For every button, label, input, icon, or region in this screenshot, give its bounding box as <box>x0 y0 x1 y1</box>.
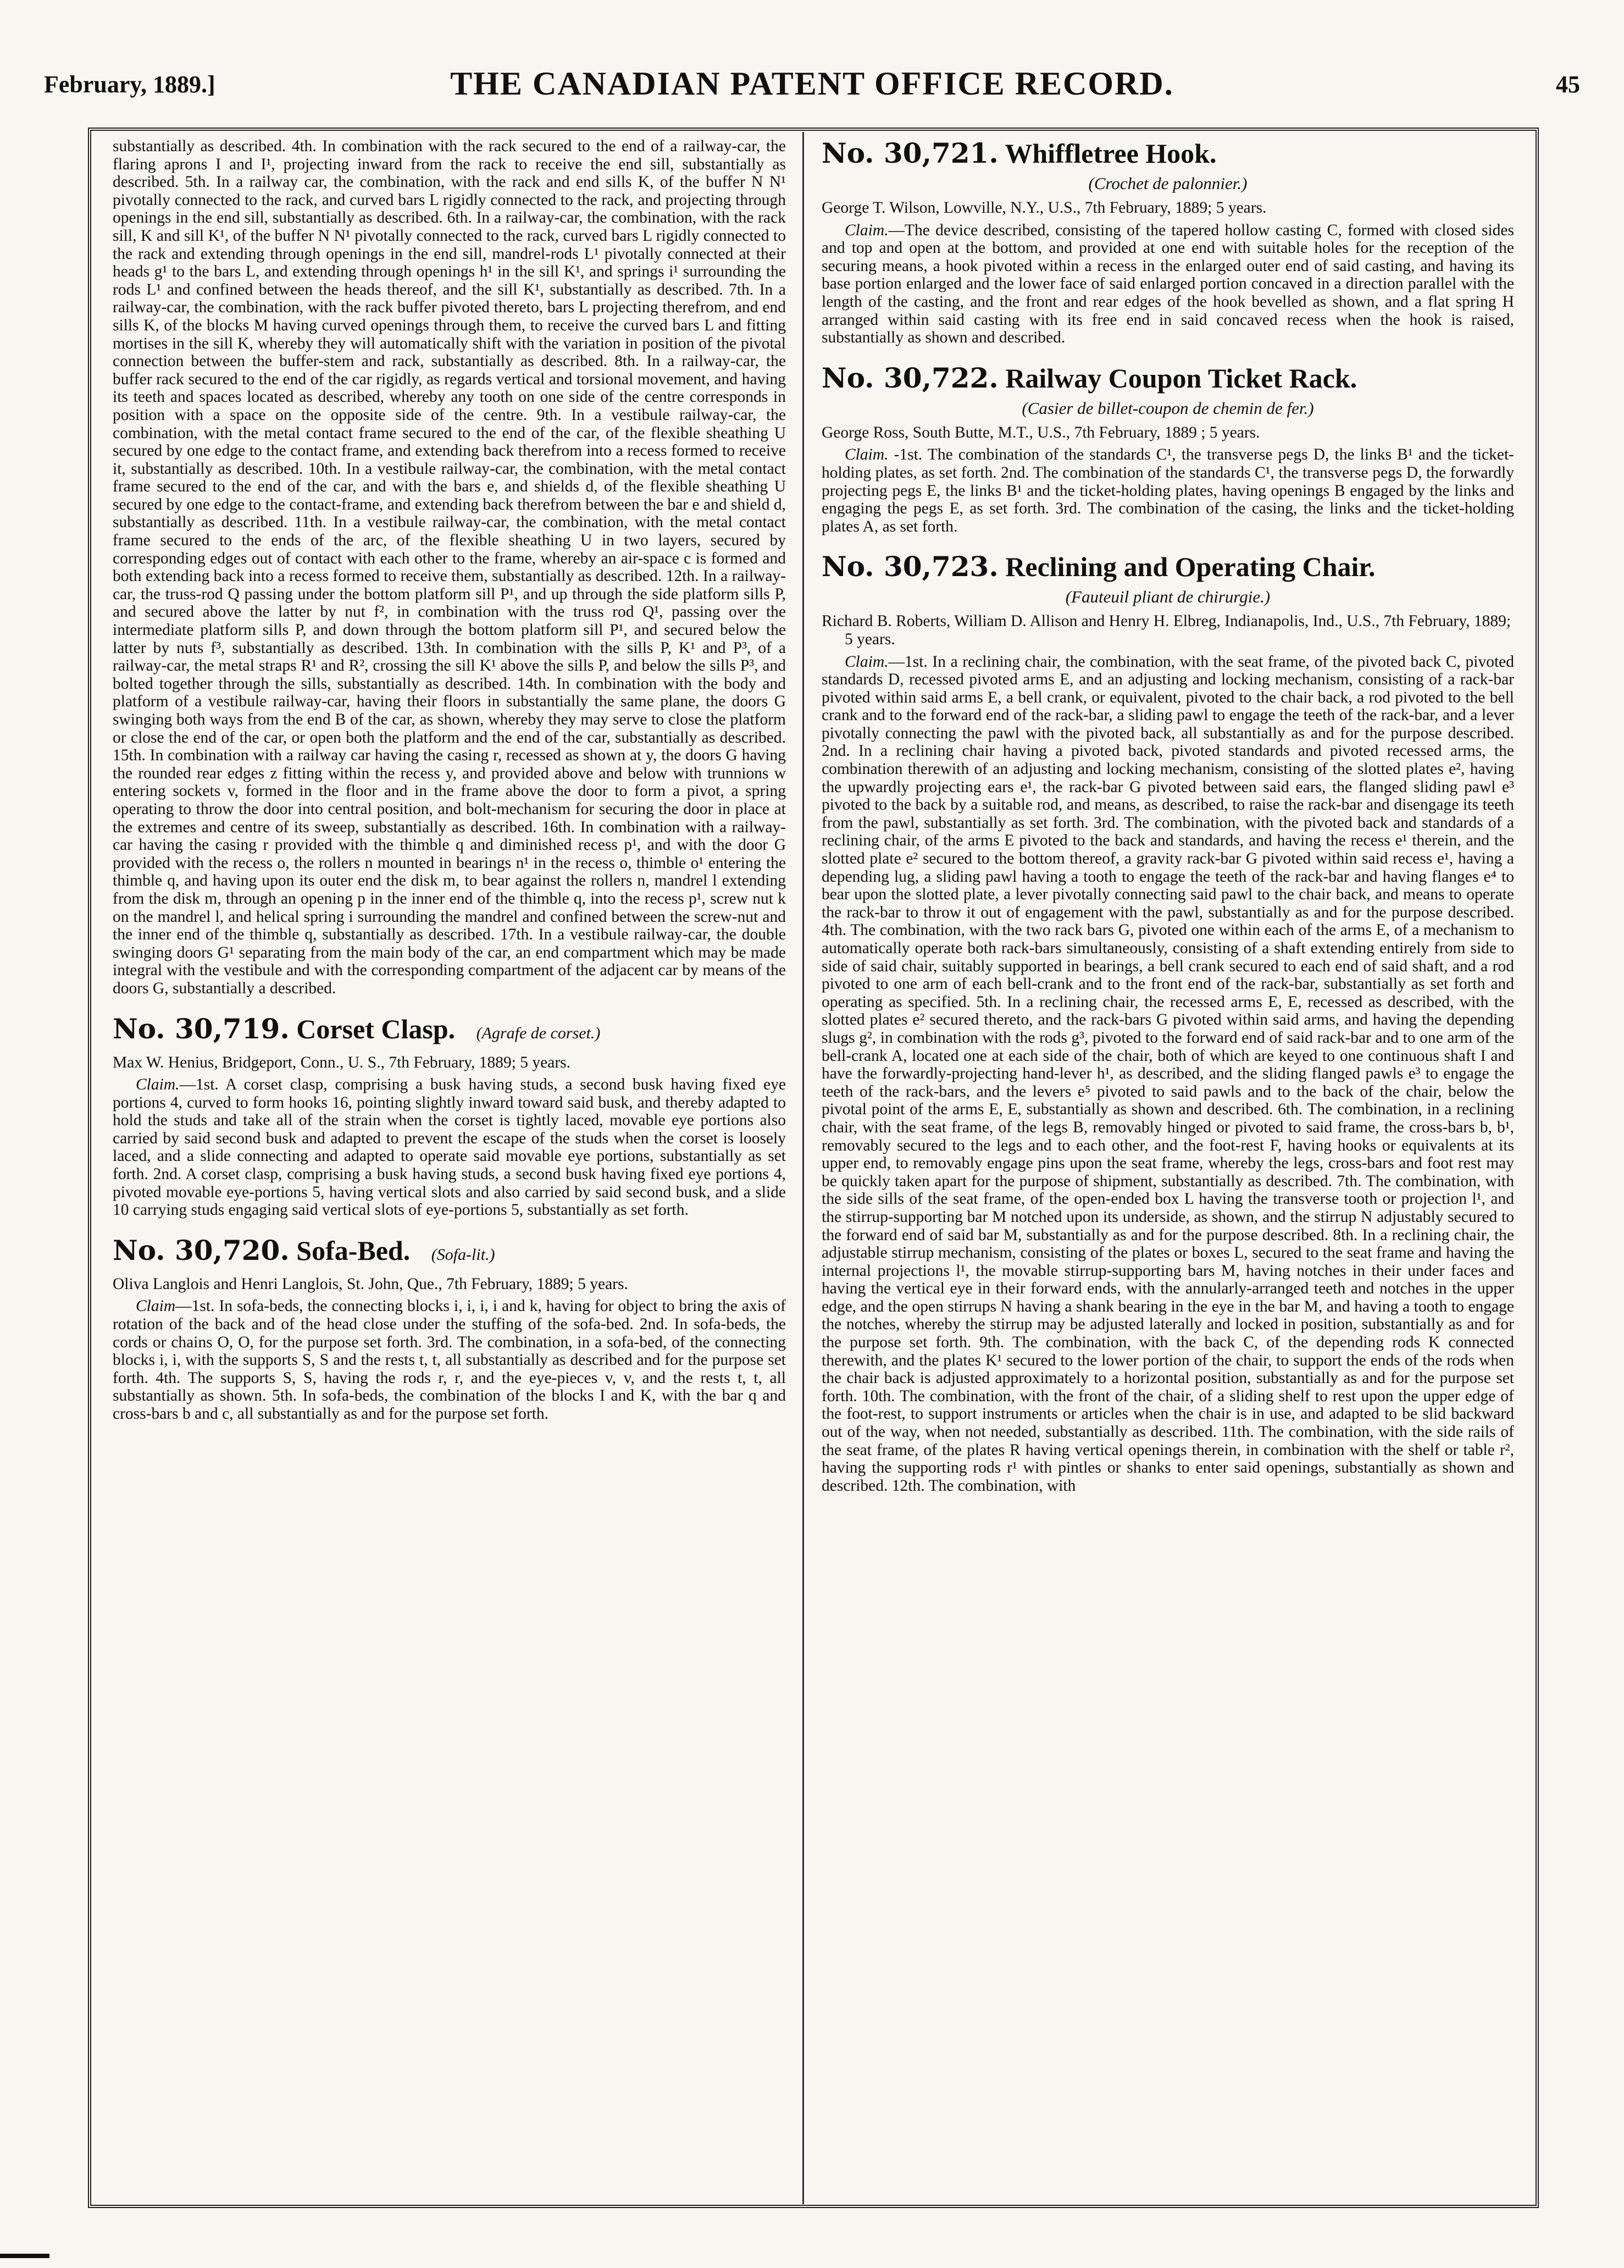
entry-name: Corset Clasp. <box>296 1013 456 1044</box>
entry-title <box>822 551 1514 583</box>
continued-claims-text: substantially as described. 4th. In combination with the rack secured to the end of a railway-car, the flaring aprons I and I¹, projecting inward from the rack to receive the end sill, substantially as described. 5th. In a railway car, the combination, with the rack and end sills K, of the buffer N N¹ pivotally connected to the rack, and curved bars L rigidly connected to the rack, and projecting through openings in the end sill, substantially as described. 6th. In a railway-car, the combination, with the rack sill, K and sill K¹, of the buffer N N¹ pivotally connected to the rack, curved bars L rigidly connected to the rack and extending through openings in the end sill, mandrel-rods L¹ pivotally connected at their heads g¹ to the bars L, and extending through openings h¹ in the sill K¹, and springs i¹ surrounding the rods L¹ and confined between the heads thereof, and the sill K¹, substantially as described. 7th. In a railway-car, the combination, with the rack buffer pivoted thereto, bars L projecting therefrom, and end sills K, of the blocks M having curved openings through them, to receive the curved bars L and fitting mortises in the sill K, whereby they will automatically shift with the variation in position of the pivotal connection between the buffer-stem and rack, substantially as described. 8th. In a railway-car, the buffer rack secured to the end of the car rigidly, as regards vertical and torsional movement, and having its teeth and spaces located as described, whereby any tooth on one side of the centre corresponds in position with a space on the opposite side of the centre. 9th. In a vestibule railway-car, the combination, with the metal contact frame secured to the end of the car, of the flexible sheathing U secured by one edge to the contact frame, and extending back therefrom into a recess formed to receive it, substantially as described. 10th. In a vestibule railway-car, the combination, with the metal contact frame secured to the end of the car, and with the bars e, and shields d, of the flexible sheathing U secured by one edge to the contact-frame, and extending back therefrom between the bar e and shield d, substantially as described. 11th. In a vestibule railway-car, the combination, with the metal contact frame secured to the ends of the arc, of the flexible sheathing U in two layers, secured by corresponding edges out of contact with each other to the frame, whereby an air-space c is formed and both extending back into a recess formed to receive them, substantially as described. 12th. In a railway-car, the truss-rod Q passing under the bottom platform sill P¹, and up through the side platform sills P, and secured above the latter by nut f², in combination with the truss rod Q¹, passing over the intermediate platform sills P, and down through the bottom platform sill P¹, and secured below the latter by nuts f³, substantially as described. 13th. In combination with the sills P, K¹ and P³, of a railway-car, the metal straps R¹ and R², crossing the sill K¹ above the sills P, and below the sills P³, and bolted together through the sills, substantially as described. 14th. In combination with the body and platform of a vestibule railway-car, having their floors in substantially the same plane, the doors G swinging both ways from the end B of the car, as shown, whereby they may serve to close the platform or close the end of the car, or open both the platform and the end of the car, substantially as described. 15th. In combination with a railway car having the casing r, recessed as shown at y, the doors G having the rounded rear edges z fitting within the recess y, and provided above and below with trunnions w entering sockets v, formed in the floor and in the frame above the door to form a pivot, a spring operating to throw the door into central position, and bolt-mechanism for securing the door in place at the extremes and centre of its sweep, substantially as described. 16th. In combination with a railway-car having the casing r provided with the thimble q and diminished recess p¹, and with the door G provided with the recess o, the rollers n mounted in bearings n¹ in the recess o, thimble o¹ entering the thimble q, and having upon its outer end the disk m, to bear against the rollers n, mandrel l extending from the disk m, through an opening p in the inner end of the thimble q, into the recess p¹, screw nut k on the mandrel l, and helical spring i surrounding the mandrel and confined between the screw-nut and the inner end of the thimble q, substantially as described. 17th. In a vestibule railway-car, the double swinging doors G¹ separating from the main body of the car, an end compartment which may be made integral with the vestibule and with the corresponding compartment of the adjacent car by means of the doors G, substantially a described. <box>113 137 786 997</box>
patent-entry-30721 <box>822 137 1514 347</box>
entry-french-name: (Sofa-lit.) <box>431 1245 495 1264</box>
patent-entry-30720 <box>113 1235 786 1423</box>
claim-body: —1st. In a reclining chair, the combination, with the seat frame, of the pivoted back C, pivoted standards D, recessed pivoted arms E, and an adjusting and locking mechanism, consisting of a rack-bar pivoted within said arms E, a bell crank, or equivalent, pivoted to the chair back, a rod pivoted to the bell crank and to the forward end of the rack-bar, a sliding pawl to engage the teeth of the rack-bar, and a lever pivotally connecting the pawl with the pivoted back, all substantially as and for the purpose described. 2nd. In a reclining chair having a pivoted back, pivoted standards and pivoted recessed arms, the combination therewith of an adjusting and locking mechanism, consisting of the slotted plates e², having the upwardly projecting ears e¹, the rack-bar G pivoted between said ears, the flanged sliding pawl e³ pivoted to the back by a suitable rod, and means, as described, to raise the rack-bar and disengage its teeth from the pawl, substantially as set forth. 3rd. The combination, with the pivoted back and standards of a reclining chair, of the arms E pivoted to the back and standards, and having the recess e¹ therein, and the slotted plate e² secured to the bottom thereof, a gravity rack-bar G pivoted within said recess e¹, having a depending lug, a sliding pawl having a tooth to engage the teeth of the rack-bar and having flanges e⁴ to bear upon the slotted plate, a lever pivotally connecting said pawl to the chair back, and means to operate the rack-bar to throw it out of engagement with the pawl, substantially as and for the purpose described. 4th. The combination, with the two rack bars G, pivoted one within each of the arms E, of a mechanism to automatically operate both rack-bars simultaneously, consisting of a shaft extending entirely from side to side of said chair, suitably supported in bearings, a bell crank secured to each end of said shaft, and a rod pivoted to one arm of each bell-crank and to the front end of the rack-bar, substantially as set forth and operating as specified. 5th. In a reclining chair, the recessed arms E, E, recessed as described, with the slotted plates e² secured thereto, and the rack-bars G pivoted within said arms, and having the depending slugs g², in combination with the rods g³, pivoted to the forward end of said rack-bar and to one arm of the bell-crank A, located one at each side of the chair, both of which are keyed to one continuous shaft I and have the forwardly-projecting hand-lever h¹, as described, and the sliding flanged pawls e³ to engage the teeth of the rack-bars, and the levers e⁵ pivoted to said pawls and to the back of the chair, below the pivotal point of the arms E, E, substantially as shown and described. 6th. The combination, in a reclining chair, with the seat frame, of the legs B, removably hinged or pivoted to said frame, the cross-bars b, b¹, removably secured to the legs and to each other, and the foot-rest F, having hooks or equivalents at its upper end, to removably engage pins upon the seat frame, whereby the legs, cross-bars and foot rest may be quickly taken apart for the purpose of shipment, substantially as described. 7th. The combination, with the side sills of the seat frame, of the open-ended box L having the transverse tooth or projection l¹, and the stirrup-supporting bar M notched upon its underside, as shown, and the stirrup N adjustably secured to the forward end of said bar M, substantially as and for the purpose described. 8th. In a reclining chair, the adjustable stirrup mechanism, consisting of the plates or boxes L, secured to the seat frame and having the internal projections l¹, the movable stirrup-supporting bars M, having notches in their under faces and having the vertical eye in their forward ends, with the annularly-arranged teeth and notches in the upper edge, and the open stirrups N having a shank bearing in the eye in the bar M, and having a tooth to engage the notches, whereby the stirrup may be adjusted laterally and locked in position, substantially as and for the purpose set forth. 9th. The combination, with the back C, of the depending rods K connected therewith, and the plates K¹ secured to the lower portion of the chair, to support the ends of the rods when the chair back is adjusted approximately to a horizontal position, substantially as and for the purpose set forth. 10th. The combination, with the front of the chair, of a sliding shelf to rest upon the upper edge of the foot-rest, to support instruments or articles when the chair is in use, and adapted to be slid backward out of the way, when not needed, substantially as described. 11th. The combination, with the side rails of the seat frame, of the plates R having vertical openings therein, in combination with the shelf or table r², having the supporting rods r¹ with pintles or shanks to enter said openings, substantially as shown and described. 12th. The combination, with <box>822 652 1514 1495</box>
page-number: 45 <box>1556 71 1580 98</box>
claim-body: —The device described, consisting of the tapered hollow casting C, formed with closed sides and top and open at the bottom, and provided at one end with suitable holes for the reception of the securing means, a hook pivoted within a recess in the enlarged outer end of said casting, and having its base portion enlarged and the lower face of said enlarged portion concaved in a direction parallel with the length of the casting, and the front and rear edges of the hook bevelled as shown, and a flat spring H arranged within said casting with its free end in said concaved recess when the hook is raised, substantially as shown and described. <box>822 221 1514 347</box>
claim-label: Claim. <box>845 652 889 671</box>
entry-title <box>822 137 1514 169</box>
claim-text <box>822 653 1514 1495</box>
entry-name: Reclining and Operating Chair. <box>1005 551 1376 583</box>
claim-label: Claim <box>136 1297 176 1315</box>
claim-label: Claim. <box>845 446 889 464</box>
entry-number: No. 30,722. <box>822 361 999 394</box>
patent-entry-30723 <box>822 551 1514 1495</box>
claim-body: —1st. A corset clasp, comprising a busk having studs, a second busk having fixed eye portions 4, curved to form hooks 16, pointing slightly inward toward said busk, and thereby adapted to hold the studs and take all of the strain when the corset is tightly laced, movable eye portions also carried by said second busk and adapted to prevent the escape of the studs when the corset is loosely laced, and a slide connecting and adapted to operate said movable eye portions, substantially as set forth. 2nd. A corset clasp, comprising a busk having studs, a second busk having fixed eye portions 4, pivoted movable eye-portions 5, having vertical slots and also carried by said second busk, and a slide 10 carrying studs engaging said vertical slots of eye-portions 5, substantially as set forth. <box>113 1076 786 1219</box>
claim-body: —1st. In sofa-beds, the connecting blocks i, i, i, i and k, having for object to bring the axis of rotation of the back and of the head close under the stuffing of the sofa-bed. 2nd. In sofa-beds, the cords or chains O, O, for the purpose set forth. 3rd. The combination, in a sofa-bed, of the connecting blocks i, i, with the supports S, S and the rests t, t, all substantially as described and for the purpose set forth. 4th. The supports S, S, having the rods r, r, and the eye-pieces v, v, and the rests t, t, all substantially as shown. 5th. In sofa-beds, the combination of the blocks I and K, with the bar q and cross-bars b and c, all substantially as and for the purpose set forth. <box>113 1297 786 1423</box>
entry-french-name: (Casier de billet-coupon de chemin de fer.) <box>1022 398 1314 418</box>
claim-text <box>822 446 1514 535</box>
inventor-line: Oliva Langlois and Henri Langlois, St. John, Que., 7th February, 1889; 5 years. <box>113 1275 628 1293</box>
patent-entry-30719 <box>113 1013 786 1219</box>
column-divider <box>802 132 804 2204</box>
claim-text <box>822 222 1514 347</box>
entry-french-name: (Fauteuil pliant de chirurgie.) <box>1065 587 1271 607</box>
inventor-line: Richard B. Roberts, William D. Allison and Henry H. Elbreg, Indianapolis, Ind., U.S., 7th February, 1889; 5 years. <box>822 612 1511 648</box>
entry-number: No. 30,721. <box>822 137 999 169</box>
claim-text <box>113 1076 786 1219</box>
page-header <box>44 65 1580 109</box>
left-column <box>113 137 786 2182</box>
entry-title <box>822 362 1514 394</box>
entry-title <box>113 1013 786 1049</box>
header-date: February, 1889.] <box>44 71 215 98</box>
claim-body: -1st. The combination of the standards C¹, the transverse pegs D, the links B¹ and the ticket-holding plates, as set forth. 2nd. The combination of the standards C¹, the transverse pegs D, the forwardly projecting pegs E, the links B¹ and the ticket-holding plates, having openings B engaged by the links and engaging the pegs E, as set forth. 3rd. The combination of the casing, the links and the ticket-holding plates A, as set forth. <box>822 446 1514 535</box>
entry-french-name: (Agrafe de corset.) <box>476 1024 601 1042</box>
entry-name: Railway Coupon Ticket Rack. <box>1005 362 1357 394</box>
inventor-line: George Ross, South Butte, M.T., U.S., 7th February, 1889 ; 5 years. <box>822 423 1260 441</box>
journal-title: THE CANADIAN PATENT OFFICE RECORD. <box>450 65 1174 102</box>
entry-number: No. 30,720. <box>113 1233 290 1266</box>
entry-french-name: (Crochet de palonnier.) <box>1088 174 1248 193</box>
entry-name: Whiffletree Hook. <box>1005 138 1217 169</box>
claim-label: Claim. <box>845 221 889 239</box>
entry-number: No. 30,723. <box>822 550 999 583</box>
right-column <box>822 137 1514 2182</box>
entry-name: Sofa-Bed. <box>296 1235 411 1266</box>
patent-entry-30722 <box>822 362 1514 536</box>
page-corner-mark <box>0 2254 49 2258</box>
entry-number: No. 30,719. <box>113 1012 290 1045</box>
inventor-line: George T. Wilson, Lowville, N.Y., U.S., 7th February, 1889; 5 years. <box>822 199 1267 217</box>
claim-label: Claim. <box>136 1076 180 1094</box>
claim-text <box>113 1297 786 1423</box>
inventor-line: Max W. Henius, Bridgeport, Conn., U. S., 7th February, 1889; 5 years. <box>113 1053 571 1071</box>
entry-title <box>113 1235 786 1271</box>
